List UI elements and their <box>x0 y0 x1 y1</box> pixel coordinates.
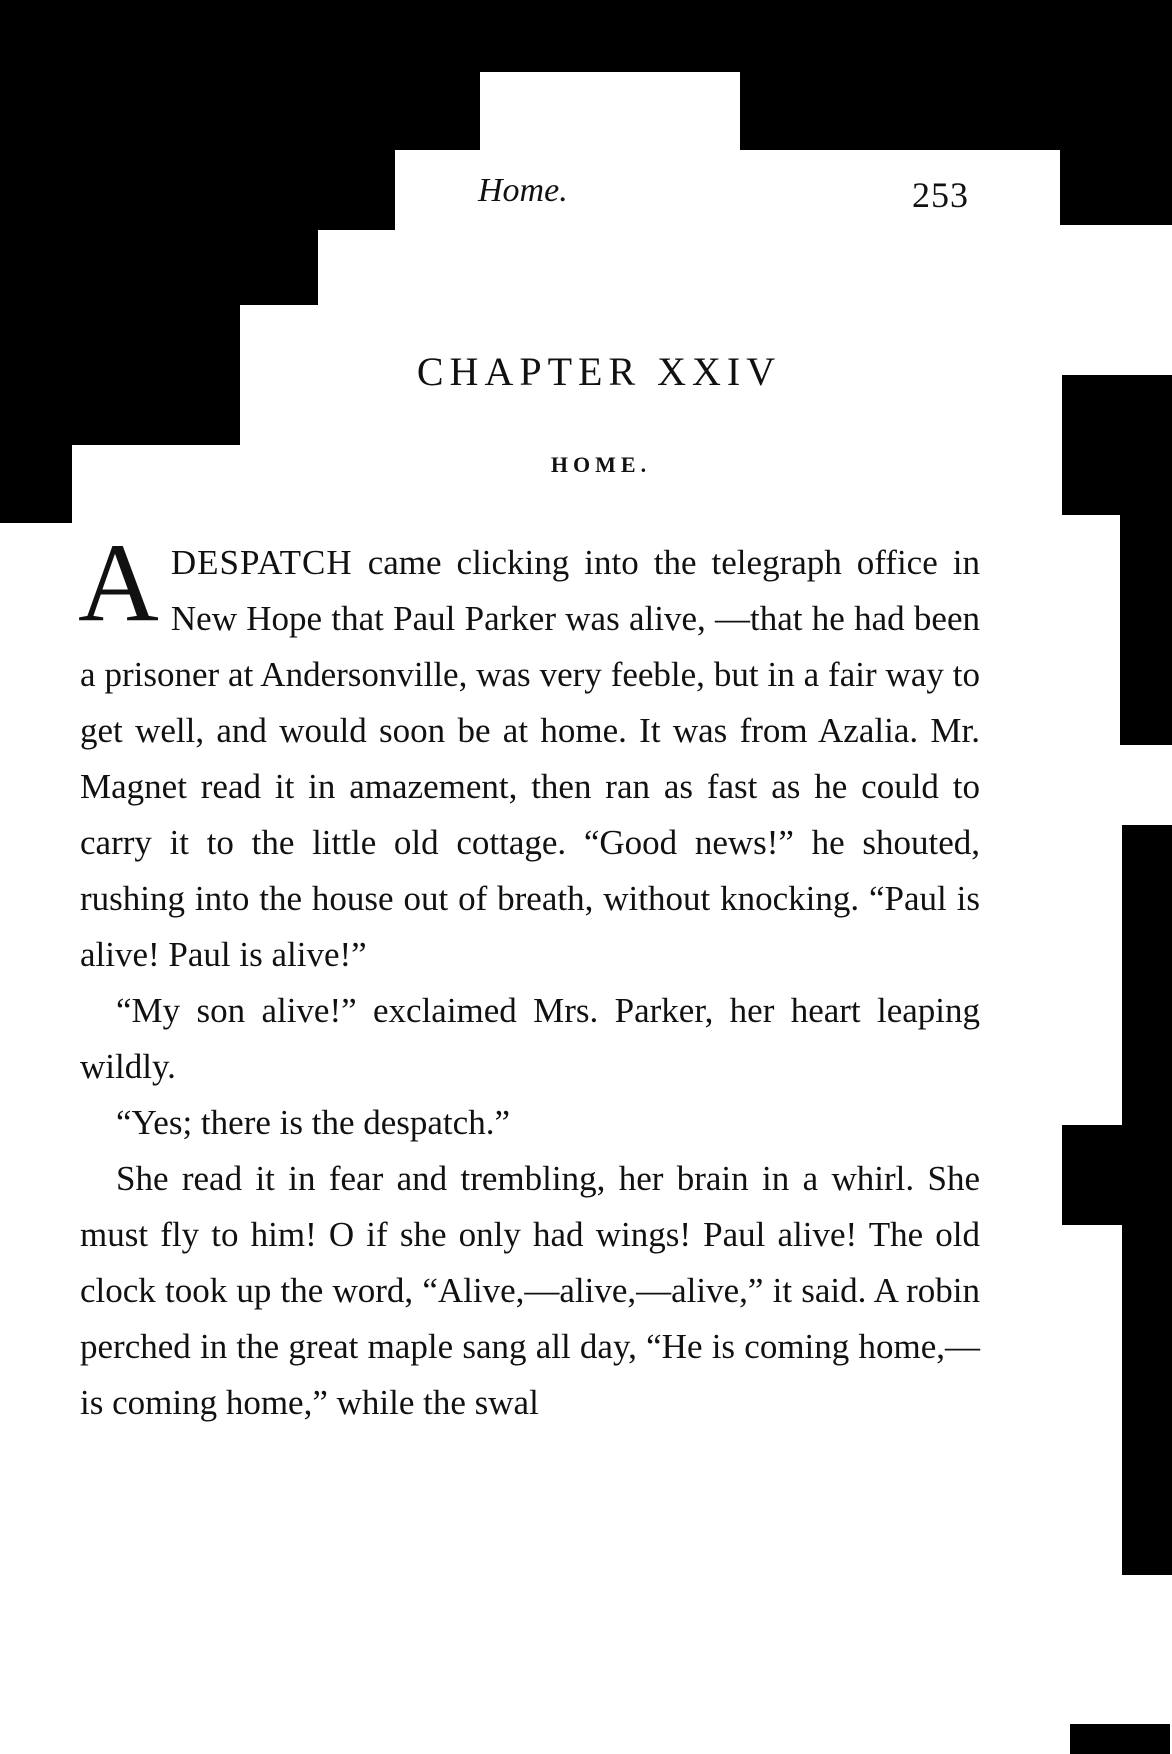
scan-artifact-right-strip-3 <box>1122 1225 1172 1575</box>
body-text <box>78 521 980 1431</box>
chapter-subtitle: HOME. <box>550 452 652 477</box>
first-word: DESPATCH <box>170 543 353 582</box>
scan-artifact-top-right <box>740 72 1172 150</box>
paragraph-1-text: came clicking into the telegraph office in New Hope that Paul Parker was alive, —that he had been a prisoner at Andersonville, was very feeble, but in a fair way to get well, and would soon be at home. It was from Azalia. Mr. Magnet read it in amazement, then ran as fast as he could to carry it to the little old cottage. “Good news!” he shouted, rushing into the house out of breath, without knocking. “Paul is alive! Paul is alive!” <box>80 543 980 974</box>
page-number: 253 <box>912 175 969 215</box>
paragraph-4: She read it in fear and trembling, her brain in a whirl. She must fly to him! O if she only had wings! Paul alive! The old clock took up the word, “Alive,—alive,—alive,” it said. A robin perched in the great maple sang all day, “He is coming home,—is coming home,” while the swal <box>80 1159 980 1422</box>
scan-artifact-top-band <box>0 0 1172 72</box>
scan-artifact-bottom-right <box>1070 1724 1170 1754</box>
running-head <box>0 172 1172 228</box>
scan-artifact-right-upper <box>1062 375 1172 515</box>
scan-artifact-left-step-2 <box>0 230 318 305</box>
chapter-title: CHAPTER XXIV <box>416 349 782 394</box>
paragraph-2: “My son alive!” exclaimed Mrs. Parker, her heart leaping wildly. <box>80 991 980 1086</box>
drop-cap: A <box>78 521 159 645</box>
paragraph-1 <box>78 521 980 983</box>
scan-artifact-top-left <box>0 72 480 150</box>
running-title: Home. <box>478 172 568 209</box>
scan-artifact-right-middle <box>1062 1125 1172 1225</box>
scan-artifact-right-strip-2 <box>1122 825 1172 1125</box>
scan-artifact-right-strip-1 <box>1120 515 1172 745</box>
paragraph-3: “Yes; there is the despatch.” <box>116 1103 510 1142</box>
